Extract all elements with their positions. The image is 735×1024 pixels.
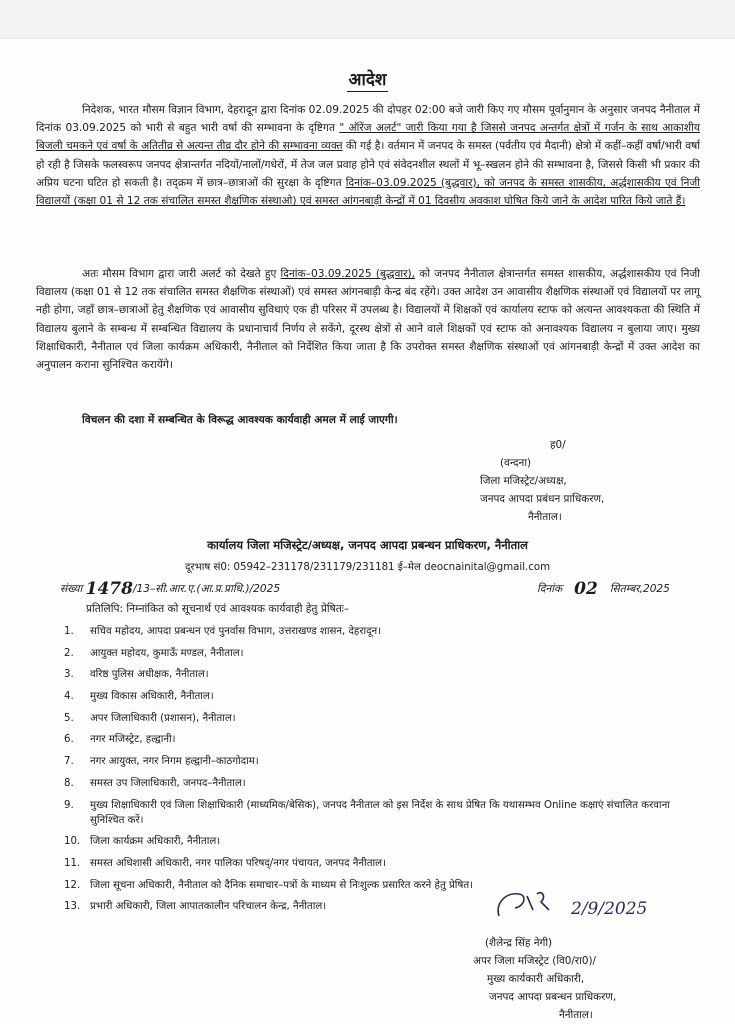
- signatory-block-dm: [480, 436, 604, 526]
- handwritten-day: 02: [574, 579, 598, 599]
- recipient-number: 3.: [64, 669, 74, 681]
- recipient-text: सचिव महोदय, आपदा प्रबन्धन एवं पुनर्वास विभाग, उत्तराखण्ड शासन, देहरादून।: [90, 626, 382, 637]
- recipient-text: समस्त उप जिलाधिकारी, जनपद–नैनीताल।: [90, 777, 246, 789]
- recipient-item: [64, 667, 684, 682]
- recipient-text: जिला सूचना अधिकारी, नैनीताल को दैनिक समाचार–पत्रों के माध्यम से निःशुल्क प्रसारित करने हेतु प्रेषित।: [90, 879, 473, 891]
- recipient-item: [64, 732, 684, 747]
- recipient-item: [64, 834, 684, 849]
- signatory2-place: नैनीताल।: [559, 1009, 593, 1021]
- contact-line: दूरभाष सं0: 05942–231178/231179/231181 ई–मेल deocnainital@gmail.com: [184, 562, 551, 573]
- recipient-number: 9.: [64, 799, 74, 811]
- office-heading: कार्यालय जिला मजिस्ट्रेट/अध्यक्ष, जनपद आपदा प्रबन्धन प्राधिकरण, नैनीताल: [207, 538, 528, 552]
- signatory-place: नैनीताल।: [528, 511, 562, 523]
- recipient-text: मुख्य विकास अधिकारी, नैनीताल।: [90, 691, 214, 703]
- signed-mark: ह0/: [550, 439, 566, 451]
- para2-underlined-date: दिनांक–03.09.2025 (बुद्धवार),: [280, 268, 415, 280]
- screen-top-band: [0, 0, 735, 39]
- recipient-item: [64, 624, 684, 639]
- signatory-authority: जनपद आपदा प्रबंधन प्राधिकरण,: [480, 493, 605, 505]
- signature-date: 2/9/2025: [571, 899, 648, 919]
- recipient-number: 11.: [64, 857, 81, 869]
- handwritten-number: 1478: [85, 579, 133, 599]
- recipient-item: [64, 689, 684, 704]
- order-document: [0, 38, 735, 1024]
- recipient-text: अपर जिलाधिकारी (प्रशासन), नैनीताल।: [90, 712, 236, 724]
- order-paragraph-2: [36, 265, 700, 374]
- recipient-number: 8.: [64, 777, 74, 789]
- recipient-text: मुख्य शिक्षाधिकारी एवं जिला शिक्षाधिकारी (माध्यमिक/बेसिक), जनपद नैनीताल को इस निर्देश के साथ प्रेषित कि यथासम्भव Online कक्षाएं संचालित करवाना सुनिश्चित करें।: [90, 799, 670, 826]
- recipient-text: आयुक्त महोदय, कुमाऊँ मण्डल, नैनीताल।: [90, 647, 244, 659]
- recipient-text: नगर आयुक्त, नगर निगम हल्द्वानी–काठगोदाम।: [90, 756, 259, 768]
- recipient-item: [64, 776, 684, 791]
- recipient-text: नगर मजिस्ट्रेट, हल्द्वानी।: [90, 734, 176, 746]
- reference-number: संख्या 1478/13–सी.आर.ए.(आ.प्र.प्राधि.)/2025: [60, 579, 281, 599]
- signatory2-name: (शैलेन्द्र सिंह नेगी): [485, 937, 553, 949]
- recipient-number: 12.: [64, 879, 81, 891]
- handwritten-signature: [493, 886, 723, 926]
- recipient-text: वरिष्ठ पुलिस अधीक्षक, नैनीताल।: [90, 669, 209, 681]
- issue-date: दिनांक 02 सितम्बर,2025: [537, 579, 670, 599]
- para1-underlined-alert: " ऑरेंज अलर्ट" जारी किया गया है जिससे जनपद अन्तर्गत क्षेत्रों में गर्जन के साथ आकाशीय बिजली चमकने एवं वर्षा के अतितीव्र से अत्यन्त तीव्र दौर होने की सम्भावना व्यक्त: [36, 122, 700, 153]
- recipient-list: [64, 624, 684, 921]
- recipient-number: 10.: [64, 836, 81, 848]
- recipient-item: [64, 754, 684, 769]
- recipient-number: 2.: [64, 647, 74, 659]
- para2-text-2: को जनपद नैनीताल क्षेत्रान्तर्गत समस्त शासकीय, अर्द्धशासकीय एवं निजी विद्यालय (कक्षा 01 से 12 तक संचालित समस्त शैक्षणिक संस्थाओं) एवं समस्त आंगनबाड़ी केन्द्र बंद रहेंगे। उक्त आदेश उन आवासीय शैक्षणिक संस्थाओं एवं विद्यालयों पर लागू नही होगा, जहाँ छात्र–छात्राओं हेतु शैक्षणिक एवं आवासीय सुविधाएं एक ही परिसर में उपलब्ध है। विद्यालयों में शिक्षकों एवं कार्यालय स्टाफ को अत्यन्त आवश्यकता की स्थिति में विद्यालय बुलाने के सम्बन्ध में सम्बन्धित विद्यालय के प्रधानाचार्य निर्णय ले सकेंगे, दूरस्थ क्षेत्रों से आने वाले शिक्षकों एवं स्टाफ को अनावश्यक विद्यालय न बुलाया जाए। मुख्य शिक्षाधिकारी, नैनीताल एवं जिला कार्यक्रम अधिकारी, नैनीताल को निर्देशित किया जाता है कि उपरोक्त समस्त शैक्षणिक संस्थाओं एवं आंगनबाड़ी केन्द्रों में उक्त आदेश का अनुपालन कराना सुनिश्चित करायेंगे।: [36, 268, 701, 372]
- recipient-number: 4.: [64, 691, 74, 703]
- signatory2-authority: जनपद आपदा प्रबन्धन प्राधिकरण,: [489, 991, 617, 1003]
- recipient-item: [64, 856, 684, 871]
- signatory-designation: जिला मजिस्ट्रेट/अध्यक्ष,: [480, 475, 567, 487]
- recipient-text: जिला कार्यक्रम अधिकारी, नैनीताल।: [90, 836, 221, 848]
- recipient-number: 5.: [64, 712, 74, 724]
- order-paragraph-1: [36, 101, 700, 210]
- recipient-number: 13.: [64, 901, 81, 913]
- signatory2-designation: अपर जिला मजिस्ट्रेट (वि0/रा0)/: [473, 955, 597, 967]
- recipient-number: 7.: [64, 756, 74, 768]
- recipient-text: प्रभारी अधिकारी, जिला आपातकालीन परिचालन केन्द्र, नैनीताल।: [90, 901, 327, 913]
- document-title: आदेश: [348, 70, 387, 90]
- para1-text-2: की गई है। वर्तमान में जनपद के समस्त (पर्वतीय एवं मैदानी) क्षेत्रो में कहीं–कहीं वर्षा/भारी वर्षा हो रही है जिसके फलस्वरूप जनपद क्षेत्रान्तर्गत नदियों/नालों/गधेरों, में तेज जल प्रवाह होने एवं संवेदनशील स्थलों में भू–स्खलन होने की सम्भावना है, जिससे किसी भी प्रकार की अप्रिय घटना घटित हो सकती है। तद्क्रम में छात्र–छात्राओं की सुरक्षा के दृष्टिगत: [36, 140, 700, 189]
- signatory-block-adm: [473, 934, 616, 1024]
- recipient-item: [64, 646, 684, 661]
- order-paragraph-3: विचलन की दशा में सम्बन्धित के विरूद्ध आवश्यक कार्यवाही अमल में लाई जाएगी।: [82, 414, 398, 426]
- signatory-name: (वन्दना): [500, 457, 532, 469]
- para1-underlined-order: दिनांक–03.09.2025 (बुद्धवार), को जनपद के समस्त शासकीय, अर्द्धशासकीय एवं निजी विद्यालयों (कक्षा 01 से 12 तक संचालित समस्त शैक्षणिक संस्थाओ) एवं समस्त आंगनबाड़ी केन्द्रों में 01 दिवसीय अवकाश घोषित किये जाने के आदेश पारित किये जाते हैं।: [36, 176, 700, 208]
- recipient-number: 6.: [64, 734, 74, 746]
- recipient-item: [64, 798, 684, 828]
- recipient-text: समस्त अधिशासी अधिकारी, नगर पालिका परिषद्/नगर पंचायत, जनपद नैनीताल।: [90, 857, 386, 869]
- copy-to-heading: प्रतिलिपि: निम्नांकित को सूचनार्थ एवं आवश्यक कार्यवाही हेतु प्रेषितः–: [86, 603, 350, 615]
- para1-text-1: निदेशक, भारत मौसम विज्ञान विभाग, देहरादून द्वारा दिनांक 02.09.2025 की दोपहर 02:00 बजे जारी किए गए मौसम पूर्वानुमान के अनुसार जनपद नैनीताल में दिनांक 03.09.2025 को भारी से बहुत भारी वर्षा की सम्भावना के दृष्टिगत: [36, 104, 700, 135]
- para2-text-1: अतः मौसम विभाग द्वारा जारी अलर्ट को देखते हुए: [82, 268, 281, 280]
- recipient-item: [64, 711, 684, 726]
- recipient-number: 1.: [64, 626, 74, 637]
- signatory2-role: मुख्य कार्यकारी अधिकारी,: [487, 973, 585, 985]
